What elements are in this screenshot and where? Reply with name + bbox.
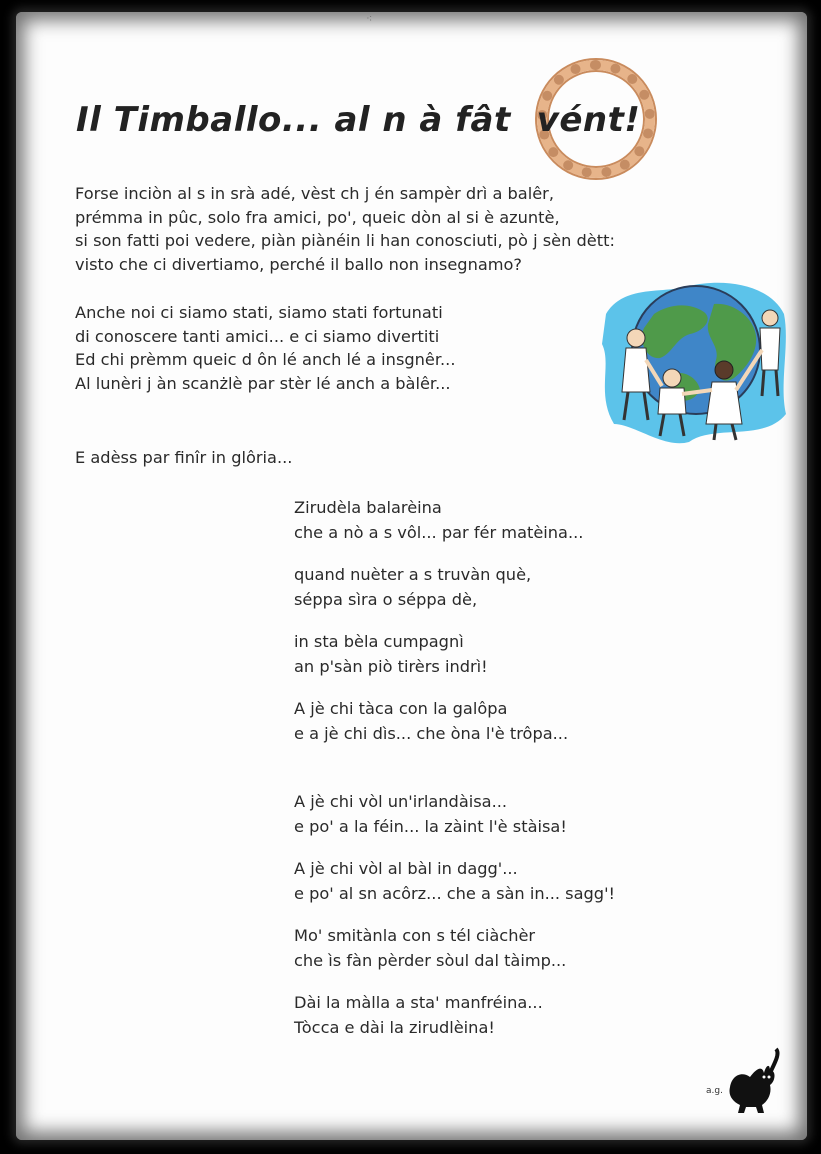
second-line: Ed chi prèmm queic d ôn lé anch lé a insgnêr... xyxy=(75,350,456,370)
second-paragraph xyxy=(75,301,455,395)
intro-line: prémma in pûc, solo fra amici, po', queic dòn al si è azuntè, xyxy=(75,207,560,227)
document-page xyxy=(16,12,807,1140)
poem-line: che a nò a s vôl... par fér matèina... xyxy=(294,522,584,542)
poem-line: A jè chi tàca con la galôpa xyxy=(294,699,508,718)
signature: a.g. xyxy=(706,1086,723,1096)
poem-line: Tòcca e dài la zirudlèina! xyxy=(294,1017,495,1037)
poem-line: an p'sàn piò tirèrs indrì! xyxy=(294,656,488,676)
poem-line: e po' a la féin... la zàint l'è stàisa! xyxy=(294,816,567,836)
poem-line: Mo' smitànla con s tél ciàchèr xyxy=(294,926,536,945)
poem-stanza xyxy=(294,496,583,545)
poem-stanza xyxy=(294,630,488,679)
intro-line: Forse inciòn al s in srà adé, vèst ch j én sampèr drì a balêr, xyxy=(75,184,554,203)
black-cat-icon xyxy=(706,1047,786,1117)
poem-stanza xyxy=(294,991,543,1040)
poem-line: séppa sìra o séppa dè, xyxy=(294,589,478,609)
intro-line: visto che ci divertiamo, perché il ballo non insegnamo? xyxy=(75,254,523,274)
poem-stanza xyxy=(294,924,566,973)
poem-line: Dài la màlla a sta' manfréina... xyxy=(294,993,543,1012)
page-title xyxy=(76,100,640,140)
poem-line: A jè chi vòl al bàl in dagg'... xyxy=(294,859,518,878)
second-line: Anche noi ci siamo stati, siamo stati fortunati xyxy=(75,303,443,322)
print-speck: ⁖ xyxy=(366,12,373,25)
second-line: di conoscere tanti amici... e ci siamo divertiti xyxy=(75,326,440,346)
intro-paragraph xyxy=(75,182,615,276)
poem-stanza xyxy=(294,790,567,839)
intro-line: si son fatti poi vedere, piàn piànéin li han conosciuti, pò j sèn dètt: xyxy=(75,231,615,251)
poem-line: Zirudèla balarèina xyxy=(294,498,442,517)
poem-line: A jè chi vòl un'irlandàisa... xyxy=(294,792,508,811)
poem-line: che ìs fàn pèrder sòul dal tàimp... xyxy=(294,950,567,970)
poem-line: in sta bèla cumpagnì xyxy=(294,632,464,651)
second-line: Al lunèri j àn scanżlè par stèr lé anch a bàlêr... xyxy=(75,373,451,393)
poem-stanza xyxy=(294,563,531,612)
closing-intro-line: E adèss par finîr in glôria... xyxy=(75,448,293,467)
globe-children-illustration-icon xyxy=(594,274,790,446)
poem-line: quand nuèter a s truvàn què, xyxy=(294,565,532,584)
poem-stanza xyxy=(294,857,615,906)
title-part-1: Il Timballo... al n à fât xyxy=(76,100,511,140)
poem-stanza xyxy=(294,697,568,746)
poem-line: e a jè chi dìs... che òna l'è trôpa... xyxy=(294,723,569,743)
title-part-2: vént! xyxy=(536,100,641,140)
poem-line: e po' al sn acôrz... che a sàn in... sagg'! xyxy=(294,883,616,903)
